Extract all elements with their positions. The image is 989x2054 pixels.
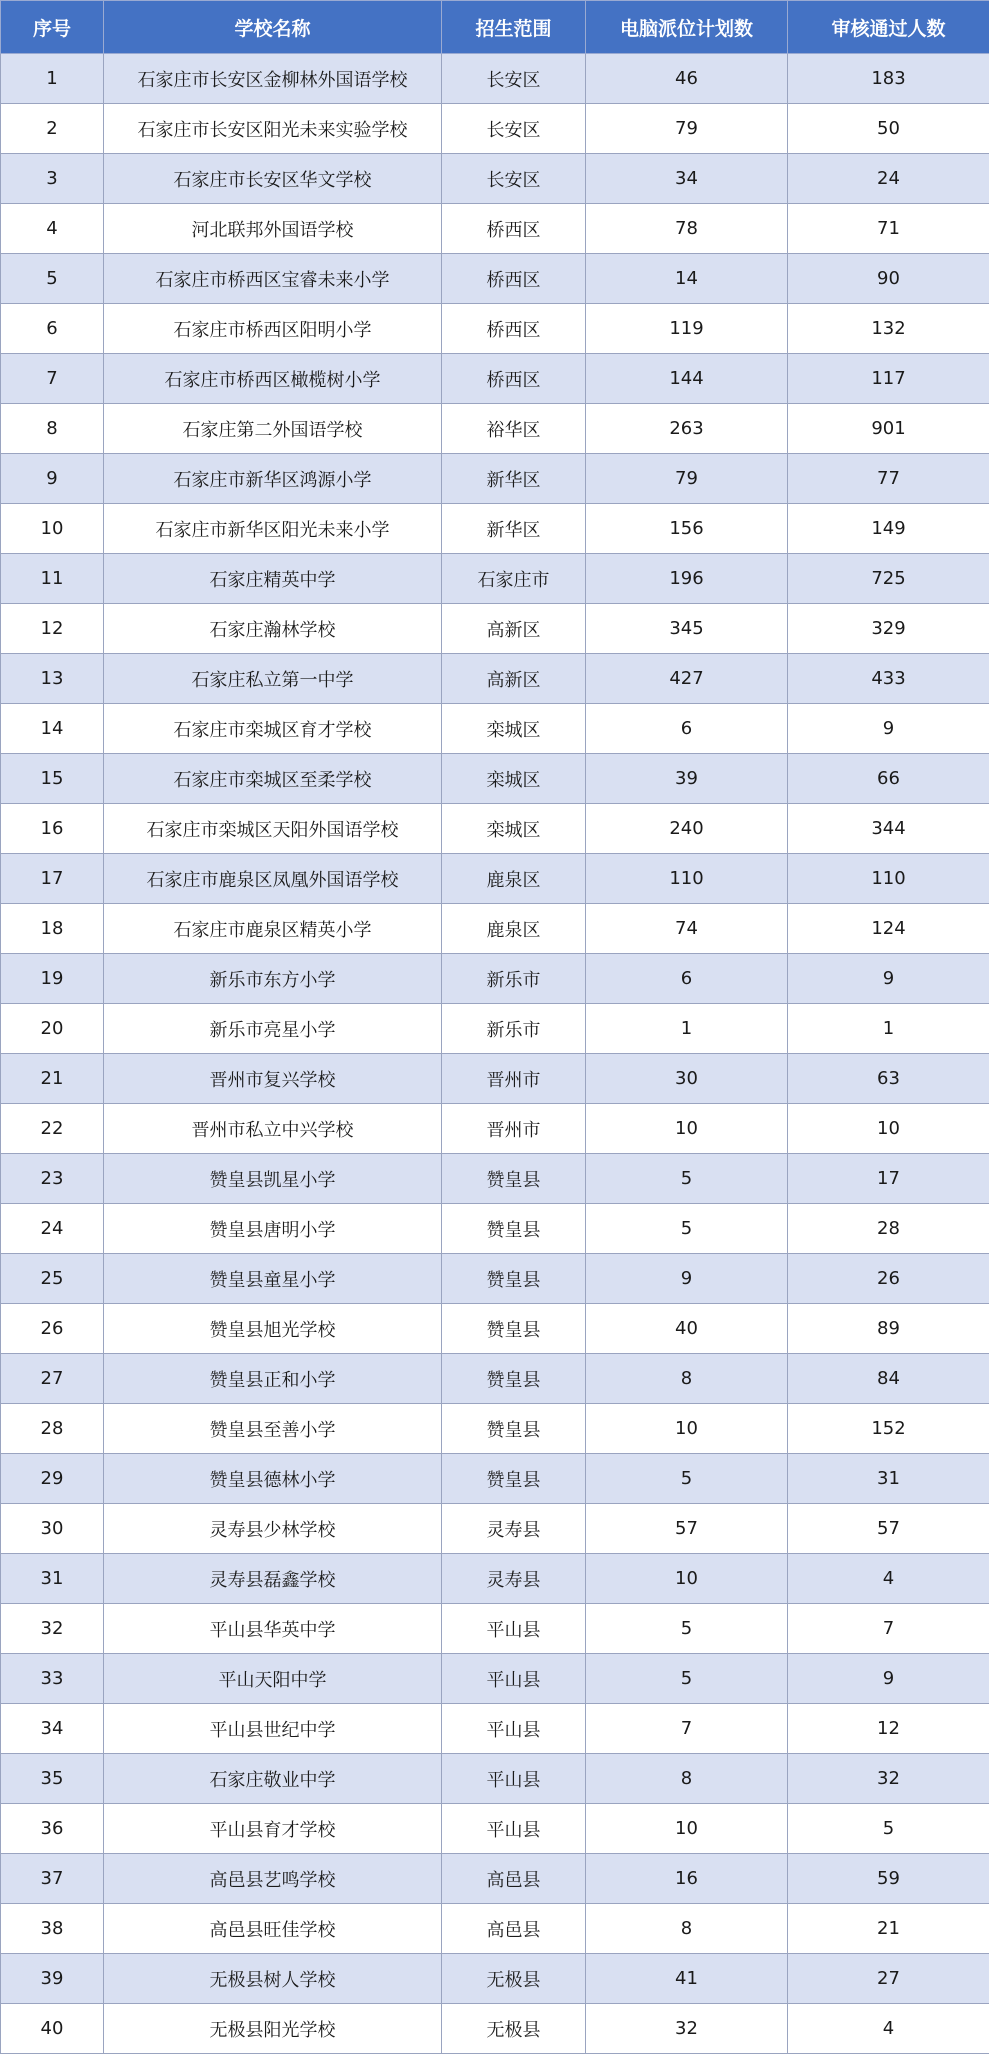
cell-approved-count: 12 <box>788 1704 989 1754</box>
header-row <box>1 1 989 54</box>
cell-lottery-plan-count: 10 <box>586 1404 788 1454</box>
table-row <box>1 754 989 804</box>
cell-enrollment-area: 平山县 <box>442 1804 586 1854</box>
cell-approved-count: 110 <box>788 854 989 904</box>
cell-serial-number: 2 <box>1 104 104 154</box>
cell-serial-number: 7 <box>1 354 104 404</box>
cell-lottery-plan-count: 10 <box>586 1804 788 1854</box>
cell-approved-count: 17 <box>788 1154 989 1204</box>
table-row <box>1 1854 989 1904</box>
table-row <box>1 1104 989 1154</box>
cell-enrollment-area: 栾城区 <box>442 704 586 754</box>
cell-lottery-plan-count: 144 <box>586 354 788 404</box>
table-row <box>1 654 989 704</box>
cell-approved-count: 24 <box>788 154 989 204</box>
cell-lottery-plan-count: 8 <box>586 1754 788 1804</box>
cell-school-name: 河北联邦外国语学校 <box>104 204 442 254</box>
cell-approved-count: 152 <box>788 1404 989 1454</box>
cell-lottery-plan-count: 79 <box>586 104 788 154</box>
table-row <box>1 1354 989 1404</box>
cell-school-name: 石家庄市栾城区天阳外国语学校 <box>104 804 442 854</box>
cell-enrollment-area: 平山县 <box>442 1704 586 1754</box>
cell-lottery-plan-count: 14 <box>586 254 788 304</box>
cell-serial-number: 12 <box>1 604 104 654</box>
cell-enrollment-area: 平山县 <box>442 1604 586 1654</box>
cell-lottery-plan-count: 345 <box>586 604 788 654</box>
cell-approved-count: 66 <box>788 754 989 804</box>
cell-serial-number: 6 <box>1 304 104 354</box>
cell-school-name: 赞皇县德林小学 <box>104 1454 442 1504</box>
table-row <box>1 1654 989 1704</box>
table-row <box>1 254 989 304</box>
cell-approved-count: 90 <box>788 254 989 304</box>
cell-enrollment-area: 栾城区 <box>442 754 586 804</box>
cell-school-name: 石家庄精英中学 <box>104 554 442 604</box>
cell-school-name: 平山县育才学校 <box>104 1804 442 1854</box>
cell-serial-number: 34 <box>1 1704 104 1754</box>
cell-approved-count: 28 <box>788 1204 989 1254</box>
cell-enrollment-area: 新乐市 <box>442 1004 586 1054</box>
cell-school-name: 石家庄市长安区阳光未来实验学校 <box>104 104 442 154</box>
cell-school-name: 石家庄市鹿泉区精英小学 <box>104 904 442 954</box>
cell-lottery-plan-count: 1 <box>586 1004 788 1054</box>
cell-enrollment-area: 新乐市 <box>442 954 586 1004</box>
cell-enrollment-area: 桥西区 <box>442 304 586 354</box>
header-approved-count: 审核通过人数 <box>788 1 989 54</box>
cell-serial-number: 25 <box>1 1254 104 1304</box>
cell-enrollment-area: 赞皇县 <box>442 1154 586 1204</box>
cell-lottery-plan-count: 240 <box>586 804 788 854</box>
cell-school-name: 石家庄市栾城区育才学校 <box>104 704 442 754</box>
cell-enrollment-area: 高新区 <box>442 654 586 704</box>
cell-approved-count: 5 <box>788 1804 989 1854</box>
cell-serial-number: 14 <box>1 704 104 754</box>
table-row <box>1 704 989 754</box>
table-row <box>1 1754 989 1804</box>
table-row <box>1 1304 989 1354</box>
cell-school-name: 晋州市复兴学校 <box>104 1054 442 1104</box>
cell-approved-count: 59 <box>788 1854 989 1904</box>
cell-school-name: 高邑县艺鸣学校 <box>104 1854 442 1904</box>
cell-lottery-plan-count: 5 <box>586 1204 788 1254</box>
table-row <box>1 304 989 354</box>
cell-serial-number: 37 <box>1 1854 104 1904</box>
cell-serial-number: 36 <box>1 1804 104 1854</box>
cell-serial-number: 13 <box>1 654 104 704</box>
cell-school-name: 石家庄私立第一中学 <box>104 654 442 704</box>
cell-serial-number: 11 <box>1 554 104 604</box>
cell-school-name: 石家庄市鹿泉区凤凰外国语学校 <box>104 854 442 904</box>
table-row <box>1 1504 989 1554</box>
cell-approved-count: 4 <box>788 2004 989 2054</box>
cell-serial-number: 10 <box>1 504 104 554</box>
cell-lottery-plan-count: 6 <box>586 954 788 1004</box>
cell-enrollment-area: 平山县 <box>442 1754 586 1804</box>
cell-school-name: 无极县阳光学校 <box>104 2004 442 2054</box>
cell-serial-number: 38 <box>1 1904 104 1954</box>
cell-enrollment-area: 高邑县 <box>442 1854 586 1904</box>
cell-lottery-plan-count: 156 <box>586 504 788 554</box>
cell-approved-count: 132 <box>788 304 989 354</box>
cell-school-name: 石家庄市长安区华文学校 <box>104 154 442 204</box>
table-row <box>1 54 989 104</box>
cell-approved-count: 9 <box>788 954 989 1004</box>
cell-enrollment-area: 无极县 <box>442 2004 586 2054</box>
cell-lottery-plan-count: 9 <box>586 1254 788 1304</box>
cell-approved-count: 57 <box>788 1504 989 1554</box>
cell-school-name: 石家庄市桥西区阳明小学 <box>104 304 442 354</box>
cell-enrollment-area: 晋州市 <box>442 1104 586 1154</box>
cell-lottery-plan-count: 263 <box>586 404 788 454</box>
cell-approved-count: 26 <box>788 1254 989 1304</box>
cell-enrollment-area: 灵寿县 <box>442 1554 586 1604</box>
cell-school-name: 石家庄市新华区鸿源小学 <box>104 454 442 504</box>
cell-enrollment-area: 新华区 <box>442 504 586 554</box>
cell-approved-count: 32 <box>788 1754 989 1804</box>
cell-serial-number: 9 <box>1 454 104 504</box>
cell-school-name: 赞皇县唐明小学 <box>104 1204 442 1254</box>
cell-enrollment-area: 长安区 <box>442 54 586 104</box>
cell-approved-count: 71 <box>788 204 989 254</box>
table-row <box>1 2004 989 2054</box>
cell-enrollment-area: 赞皇县 <box>442 1404 586 1454</box>
cell-serial-number: 8 <box>1 404 104 454</box>
cell-school-name: 新乐市亮星小学 <box>104 1004 442 1054</box>
cell-school-name: 石家庄瀚林学校 <box>104 604 442 654</box>
cell-approved-count: 344 <box>788 804 989 854</box>
cell-enrollment-area: 赞皇县 <box>442 1304 586 1354</box>
cell-approved-count: 183 <box>788 54 989 104</box>
cell-lottery-plan-count: 119 <box>586 304 788 354</box>
cell-school-name: 赞皇县正和小学 <box>104 1354 442 1404</box>
cell-approved-count: 31 <box>788 1454 989 1504</box>
cell-serial-number: 1 <box>1 54 104 104</box>
table-row <box>1 504 989 554</box>
cell-serial-number: 23 <box>1 1154 104 1204</box>
table-row <box>1 1054 989 1104</box>
cell-lottery-plan-count: 78 <box>586 204 788 254</box>
cell-enrollment-area: 无极县 <box>442 1954 586 2004</box>
cell-school-name: 平山县世纪中学 <box>104 1704 442 1754</box>
cell-approved-count: 89 <box>788 1304 989 1354</box>
cell-lottery-plan-count: 8 <box>586 1354 788 1404</box>
cell-lottery-plan-count: 40 <box>586 1304 788 1354</box>
cell-enrollment-area: 高新区 <box>442 604 586 654</box>
cell-school-name: 赞皇县旭光学校 <box>104 1304 442 1354</box>
cell-serial-number: 29 <box>1 1454 104 1504</box>
cell-lottery-plan-count: 79 <box>586 454 788 504</box>
cell-enrollment-area: 长安区 <box>442 154 586 204</box>
cell-approved-count: 725 <box>788 554 989 604</box>
cell-lottery-plan-count: 46 <box>586 54 788 104</box>
cell-school-name: 无极县树人学校 <box>104 1954 442 2004</box>
cell-serial-number: 3 <box>1 154 104 204</box>
cell-school-name: 新乐市东方小学 <box>104 954 442 1004</box>
cell-approved-count: 329 <box>788 604 989 654</box>
cell-lottery-plan-count: 196 <box>586 554 788 604</box>
cell-school-name: 晋州市私立中兴学校 <box>104 1104 442 1154</box>
table-row <box>1 1804 989 1854</box>
cell-enrollment-area: 新华区 <box>442 454 586 504</box>
cell-approved-count: 1 <box>788 1004 989 1054</box>
table-row <box>1 554 989 604</box>
cell-school-name: 平山县华英中学 <box>104 1604 442 1654</box>
cell-lottery-plan-count: 6 <box>586 704 788 754</box>
table-row <box>1 1204 989 1254</box>
cell-serial-number: 15 <box>1 754 104 804</box>
cell-approved-count: 124 <box>788 904 989 954</box>
cell-serial-number: 5 <box>1 254 104 304</box>
cell-approved-count: 63 <box>788 1054 989 1104</box>
cell-serial-number: 22 <box>1 1104 104 1154</box>
cell-lottery-plan-count: 5 <box>586 1454 788 1504</box>
cell-approved-count: 117 <box>788 354 989 404</box>
cell-enrollment-area: 赞皇县 <box>442 1454 586 1504</box>
cell-serial-number: 33 <box>1 1654 104 1704</box>
table-row <box>1 1554 989 1604</box>
header-lottery-plan-count: 电脑派位计划数 <box>586 1 788 54</box>
table-row <box>1 854 989 904</box>
table-row <box>1 1904 989 1954</box>
cell-lottery-plan-count: 39 <box>586 754 788 804</box>
cell-school-name: 石家庄市长安区金柳林外国语学校 <box>104 54 442 104</box>
cell-lottery-plan-count: 41 <box>586 1954 788 2004</box>
cell-serial-number: 4 <box>1 204 104 254</box>
cell-lottery-plan-count: 30 <box>586 1054 788 1104</box>
cell-school-name: 灵寿县少林学校 <box>104 1504 442 1554</box>
table-header <box>1 1 989 54</box>
cell-school-name: 赞皇县童星小学 <box>104 1254 442 1304</box>
table-row <box>1 1004 989 1054</box>
cell-serial-number: 32 <box>1 1604 104 1654</box>
cell-enrollment-area: 桥西区 <box>442 254 586 304</box>
cell-approved-count: 84 <box>788 1354 989 1404</box>
table-row <box>1 1454 989 1504</box>
cell-enrollment-area: 裕华区 <box>442 404 586 454</box>
cell-school-name: 赞皇县凯星小学 <box>104 1154 442 1204</box>
cell-approved-count: 21 <box>788 1904 989 1954</box>
cell-approved-count: 77 <box>788 454 989 504</box>
cell-lottery-plan-count: 10 <box>586 1104 788 1154</box>
cell-enrollment-area: 石家庄市 <box>442 554 586 604</box>
header-serial-number: 序号 <box>1 1 104 54</box>
cell-enrollment-area: 赞皇县 <box>442 1354 586 1404</box>
cell-enrollment-area: 灵寿县 <box>442 1504 586 1554</box>
cell-school-name: 赞皇县至善小学 <box>104 1404 442 1454</box>
table-row <box>1 354 989 404</box>
cell-lottery-plan-count: 34 <box>586 154 788 204</box>
cell-serial-number: 16 <box>1 804 104 854</box>
cell-approved-count: 7 <box>788 1604 989 1654</box>
cell-school-name: 石家庄敬业中学 <box>104 1754 442 1804</box>
cell-enrollment-area: 平山县 <box>442 1654 586 1704</box>
table-row <box>1 1154 989 1204</box>
cell-lottery-plan-count: 110 <box>586 854 788 904</box>
table-row <box>1 804 989 854</box>
cell-serial-number: 31 <box>1 1554 104 1604</box>
table-row <box>1 1254 989 1304</box>
cell-enrollment-area: 高邑县 <box>442 1904 586 1954</box>
cell-serial-number: 27 <box>1 1354 104 1404</box>
cell-school-name: 石家庄市桥西区橄榄树小学 <box>104 354 442 404</box>
table-row <box>1 604 989 654</box>
cell-lottery-plan-count: 7 <box>586 1704 788 1754</box>
cell-serial-number: 30 <box>1 1504 104 1554</box>
cell-school-name: 石家庄第二外国语学校 <box>104 404 442 454</box>
cell-school-name: 石家庄市新华区阳光未来小学 <box>104 504 442 554</box>
cell-lottery-plan-count: 5 <box>586 1604 788 1654</box>
cell-enrollment-area: 赞皇县 <box>442 1204 586 1254</box>
cell-approved-count: 149 <box>788 504 989 554</box>
table-row <box>1 1954 989 2004</box>
cell-serial-number: 28 <box>1 1404 104 1454</box>
cell-lottery-plan-count: 10 <box>586 1554 788 1604</box>
cell-school-name: 石家庄市栾城区至柔学校 <box>104 754 442 804</box>
cell-serial-number: 24 <box>1 1204 104 1254</box>
table-body <box>1 54 989 2054</box>
cell-serial-number: 18 <box>1 904 104 954</box>
cell-lottery-plan-count: 57 <box>586 1504 788 1554</box>
table-row <box>1 1604 989 1654</box>
cell-serial-number: 39 <box>1 1954 104 2004</box>
cell-approved-count: 9 <box>788 1654 989 1704</box>
cell-enrollment-area: 桥西区 <box>442 354 586 404</box>
table-row <box>1 1404 989 1454</box>
cell-enrollment-area: 晋州市 <box>442 1054 586 1104</box>
cell-enrollment-area: 鹿泉区 <box>442 904 586 954</box>
table-row <box>1 404 989 454</box>
table-row <box>1 204 989 254</box>
cell-approved-count: 4 <box>788 1554 989 1604</box>
cell-enrollment-area: 桥西区 <box>442 204 586 254</box>
cell-enrollment-area: 赞皇县 <box>442 1254 586 1304</box>
cell-serial-number: 19 <box>1 954 104 1004</box>
cell-enrollment-area: 栾城区 <box>442 804 586 854</box>
cell-lottery-plan-count: 74 <box>586 904 788 954</box>
cell-approved-count: 27 <box>788 1954 989 2004</box>
cell-approved-count: 50 <box>788 104 989 154</box>
cell-lottery-plan-count: 5 <box>586 1654 788 1704</box>
cell-school-name: 石家庄市桥西区宝睿未来小学 <box>104 254 442 304</box>
header-enrollment-area: 招生范围 <box>442 1 586 54</box>
cell-serial-number: 17 <box>1 854 104 904</box>
cell-approved-count: 901 <box>788 404 989 454</box>
cell-approved-count: 433 <box>788 654 989 704</box>
table-row <box>1 104 989 154</box>
cell-lottery-plan-count: 5 <box>586 1154 788 1204</box>
header-school-name: 学校名称 <box>104 1 442 54</box>
cell-lottery-plan-count: 427 <box>586 654 788 704</box>
cell-serial-number: 20 <box>1 1004 104 1054</box>
cell-enrollment-area: 长安区 <box>442 104 586 154</box>
table-row <box>1 454 989 504</box>
cell-approved-count: 9 <box>788 704 989 754</box>
cell-enrollment-area: 鹿泉区 <box>442 854 586 904</box>
cell-school-name: 高邑县旺佳学校 <box>104 1904 442 1954</box>
table-row <box>1 154 989 204</box>
cell-serial-number: 21 <box>1 1054 104 1104</box>
table-row <box>1 904 989 954</box>
cell-serial-number: 40 <box>1 2004 104 2054</box>
cell-approved-count: 10 <box>788 1104 989 1154</box>
cell-lottery-plan-count: 16 <box>586 1854 788 1904</box>
cell-lottery-plan-count: 8 <box>586 1904 788 1954</box>
cell-serial-number: 26 <box>1 1304 104 1354</box>
cell-school-name: 平山天阳中学 <box>104 1654 442 1704</box>
table-row <box>1 954 989 1004</box>
cell-serial-number: 35 <box>1 1754 104 1804</box>
cell-school-name: 灵寿县磊鑫学校 <box>104 1554 442 1604</box>
table-row <box>1 1704 989 1754</box>
cell-lottery-plan-count: 32 <box>586 2004 788 2054</box>
